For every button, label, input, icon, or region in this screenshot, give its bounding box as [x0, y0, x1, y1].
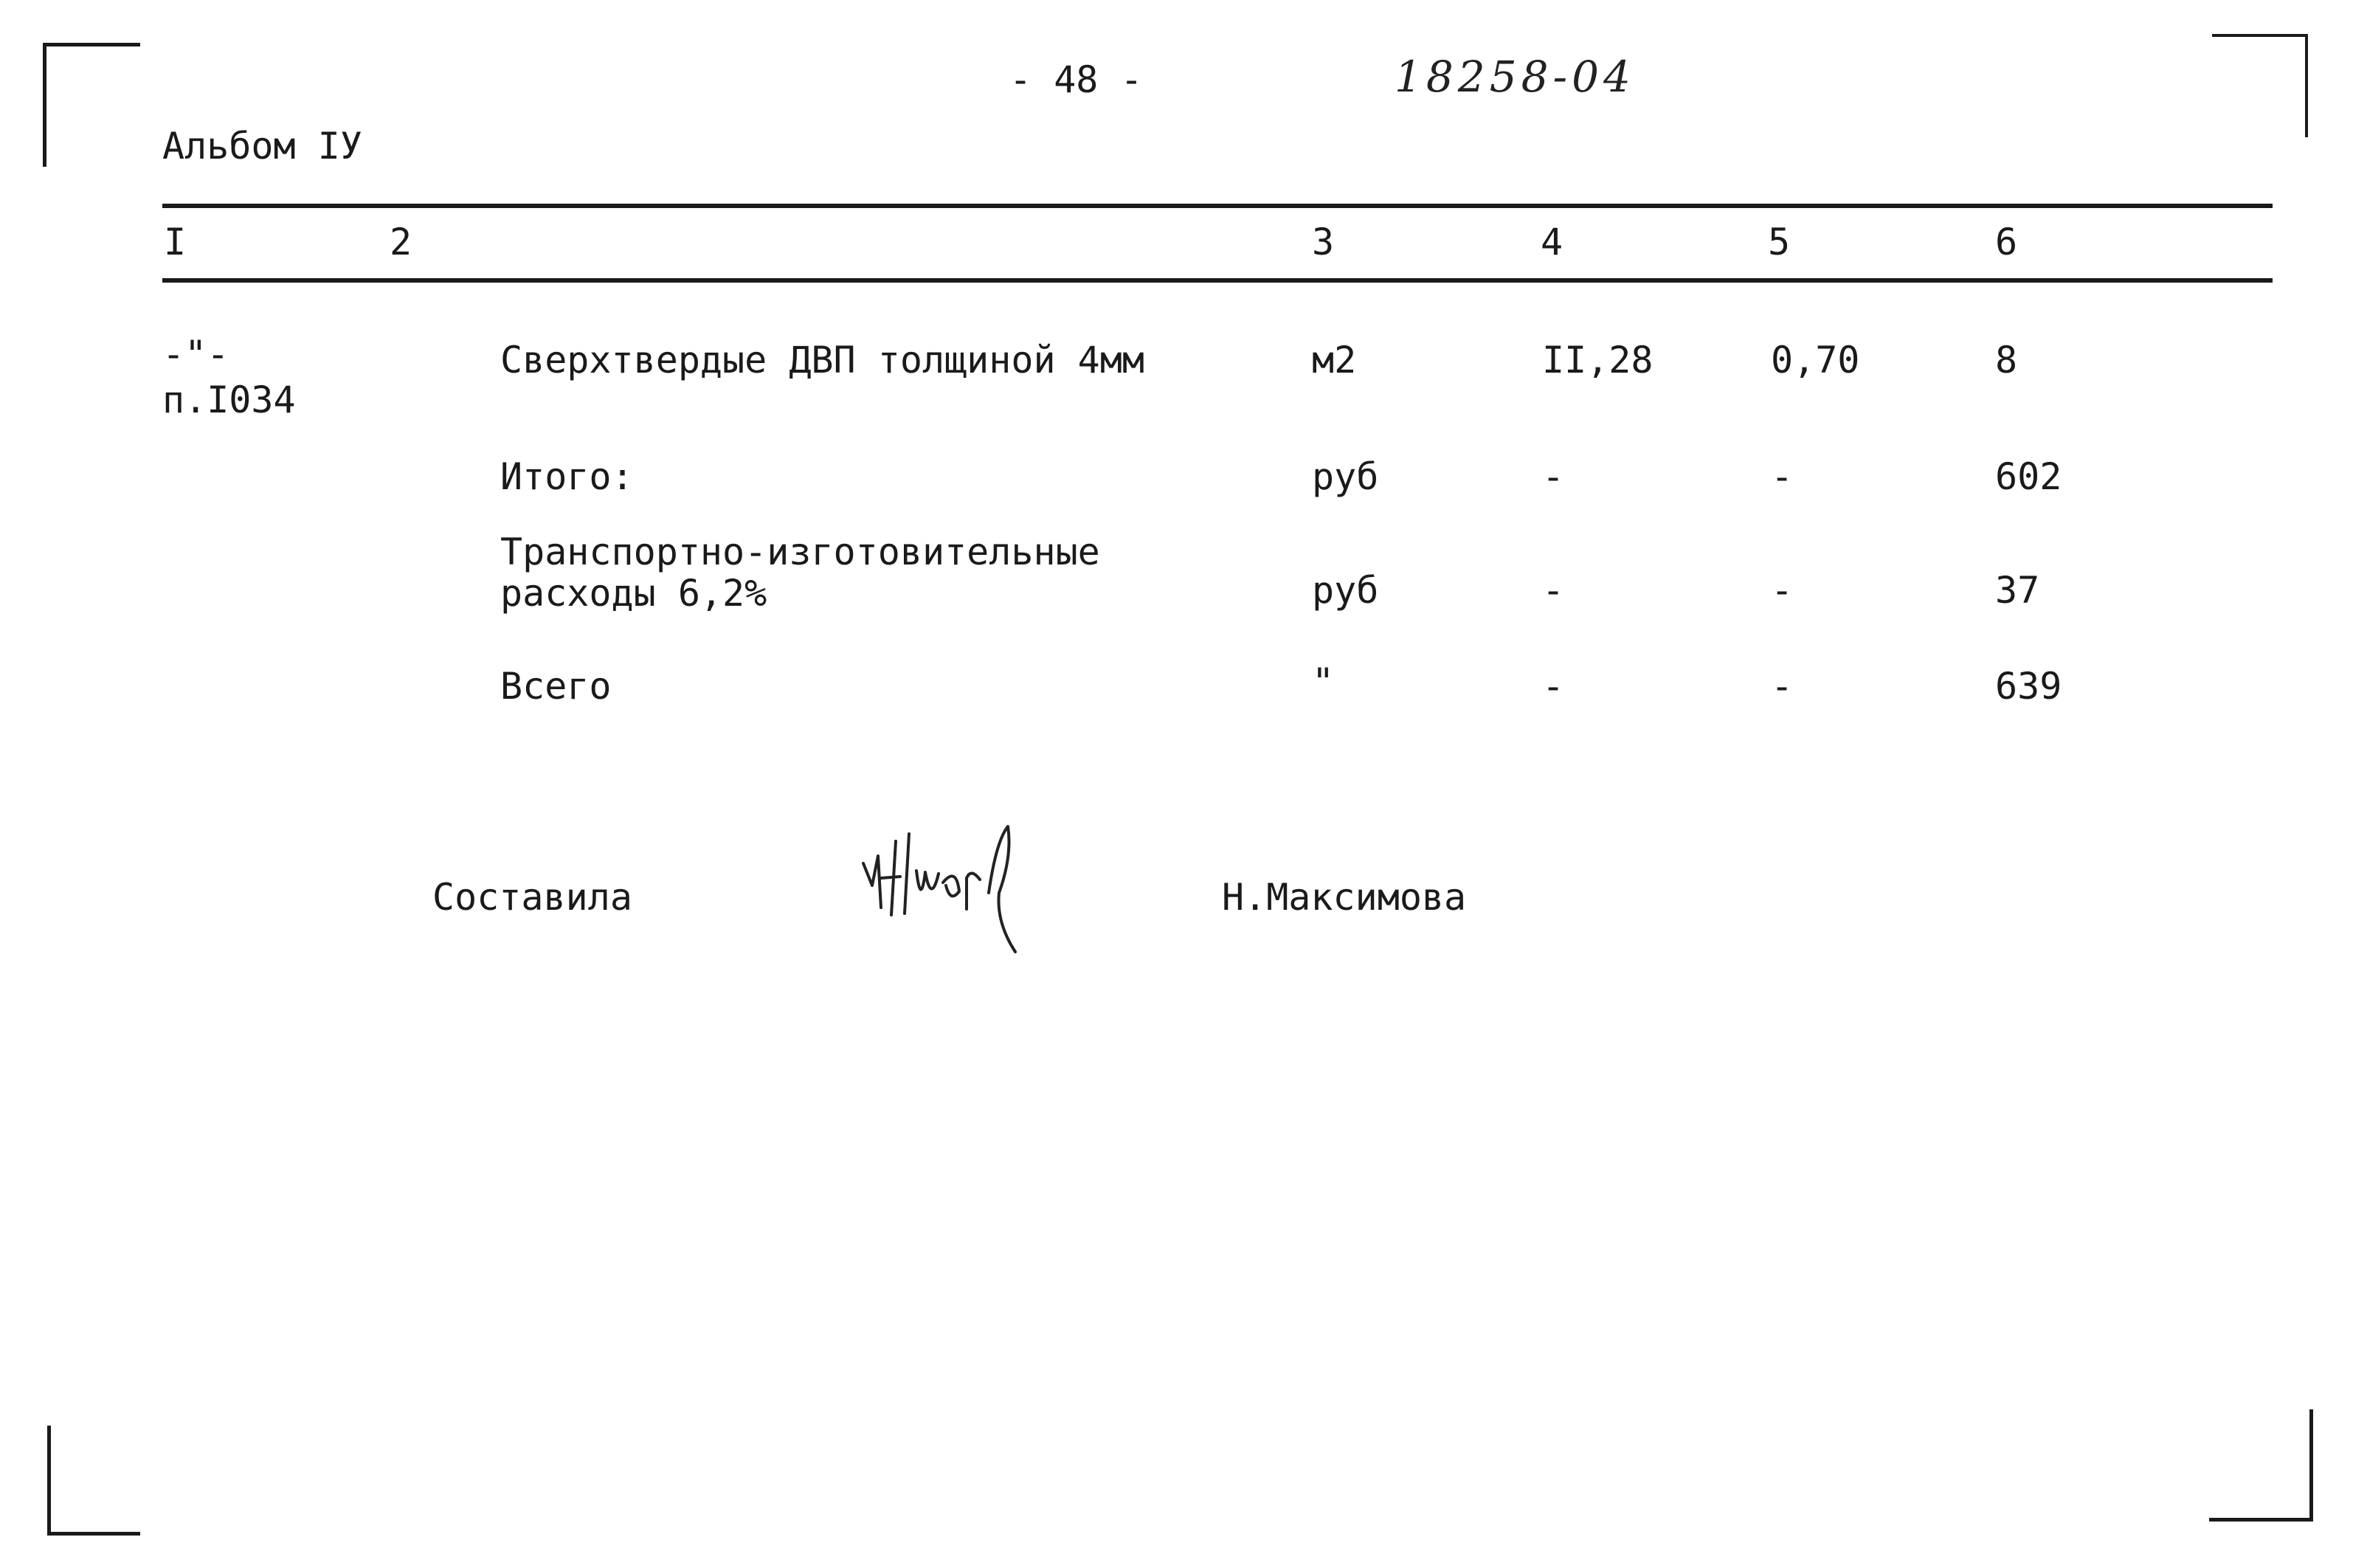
row-col4: - — [1542, 455, 1565, 498]
crop-mark-top-left-v — [43, 43, 46, 167]
row-unit: руб — [1312, 455, 1379, 498]
crop-mark-top-left-h — [43, 43, 140, 46]
column-header-4: 4 — [1541, 221, 1564, 263]
row-col6: 8 — [1995, 339, 2018, 381]
crop-mark-bottom-right-v — [2309, 1409, 2313, 1522]
row-name-cont: расходы 6,2% — [500, 572, 767, 615]
row-col5: - — [1771, 665, 1794, 708]
row-col5: - — [1771, 455, 1794, 498]
row-col5: 0,70 — [1771, 339, 1860, 381]
album-label: Альбом IУ — [162, 125, 362, 167]
crop-mark-bottom-right-h — [2209, 1518, 2313, 1522]
row-ref-item: п.I034 — [162, 379, 296, 421]
crop-mark-bottom-left-v — [47, 1426, 51, 1535]
row-unit: руб — [1312, 569, 1379, 612]
row-col6: 37 — [1995, 569, 2040, 612]
crop-mark-top-right-v — [2305, 34, 2308, 137]
row-col5: - — [1771, 569, 1794, 612]
compiled-label: Составила — [432, 876, 632, 919]
row-name: Сверхтвердые ДВП толщиной 4мм — [500, 339, 1144, 381]
column-header-2: 2 — [390, 221, 412, 263]
row-ref-ditto: -"- — [162, 333, 229, 376]
column-header-1: I — [164, 221, 187, 263]
column-header-6: 6 — [1995, 221, 2018, 263]
row-col6: 639 — [1995, 665, 2062, 708]
table-header-rule — [162, 278, 2273, 283]
document-code: 18258-04 — [1395, 52, 1635, 102]
row-col4: II,28 — [1542, 339, 1654, 381]
row-col6: 602 — [1995, 455, 2062, 498]
page-number: - 48 - — [1009, 58, 1143, 101]
crop-mark-bottom-left-h — [47, 1532, 140, 1536]
compiler-name: Н.Максимова — [1222, 876, 1467, 919]
row-unit: м2 — [1312, 339, 1357, 381]
signature-image — [849, 812, 1040, 967]
row-col4: - — [1542, 665, 1565, 708]
row-name: Итого: — [500, 455, 634, 498]
crop-mark-top-right-h — [2212, 34, 2308, 37]
table-top-rule — [162, 204, 2273, 208]
column-header-3: 3 — [1312, 221, 1335, 263]
row-name: Транспортно-изготовительные — [500, 531, 1100, 573]
row-unit: " — [1312, 660, 1335, 703]
row-col4: - — [1542, 569, 1565, 612]
column-header-5: 5 — [1768, 221, 1791, 263]
row-name: Всего — [500, 665, 612, 708]
